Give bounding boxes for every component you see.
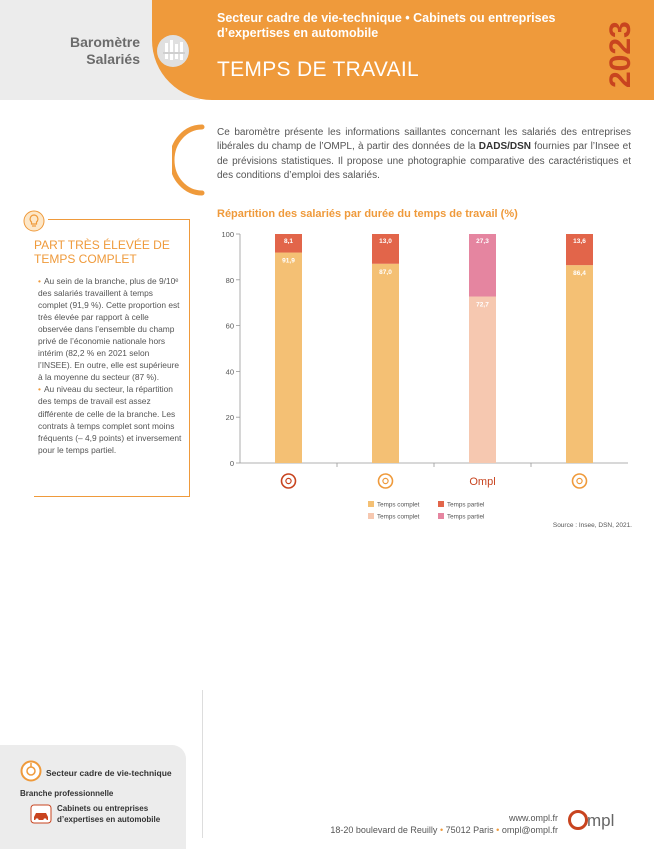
y-tick-label: 100 — [221, 230, 234, 239]
data-label: 91,9 — [282, 257, 295, 265]
y-tick-label: 0 — [229, 459, 234, 468]
legend-label: Temps complet — [377, 501, 420, 509]
data-label: 86,4 — [573, 270, 586, 278]
branch-name: Cabinets ou entreprises d’expertises en automobile — [57, 804, 161, 824]
highlight-title: PART TRÈS ÉLEVÉE DE TEMPS COMPLET — [34, 238, 170, 266]
lightbulb-icon — [23, 210, 45, 232]
highlight-text — [38, 275, 184, 456]
data-label: 13,6 — [573, 238, 586, 245]
legend-swatch — [368, 501, 374, 507]
footer-separator-2: • — [496, 825, 500, 835]
barometre-line-1: Baromètre — [69, 34, 140, 50]
data-label: 8,1 — [283, 238, 294, 245]
intro-paragraph — [217, 126, 631, 183]
highlight-border-right — [189, 219, 190, 497]
footer-separator-1: • — [439, 825, 444, 835]
sector-circle-icon — [20, 760, 42, 782]
category-icon — [379, 474, 393, 488]
data-label: 87,0 — [379, 268, 392, 276]
car-expertise-icon — [30, 803, 52, 825]
ompl-logo-text: mpl — [587, 811, 615, 830]
highlight-paragraph-1-text: Au sein de la branche, plus de 9/10ᵉ des salariés travaillent à temps complet (91,9 %). Cette proportion est très élevée par rapport à celle observée dans l’ensemble du champ privé de l’économie nationale hors intérim (82,2 % en 2021 selon l’INSEE). En outre, elle est supérieure à la moyenne du secteur (87 %). — [38, 276, 180, 383]
footer-divider — [202, 690, 203, 838]
chart-source: Source : Insee, DSN, 2021. — [552, 522, 632, 529]
highlight-paragraph-2-text: Au niveau du secteur, la répartition des temps de travail est assez différente de celle de la branche. Les contrats à temps complet sont moins fréquents (– 4,9 points) et inversement pour le temps partiel. — [38, 384, 182, 455]
category-icon — [282, 474, 296, 488]
bar-full-time — [469, 297, 496, 463]
highlight-paragraph-1 — [38, 275, 184, 383]
intro-text-bold: DADS/DSN — [478, 141, 532, 153]
sector-label: Secteur cadre de vie-technique — [46, 768, 172, 778]
y-tick-label: 20 — [225, 413, 234, 423]
intro-text-2: fournies par l’Insee et de prévisions statistiques. Il propose une photographie comparative des caractéristiques et des conditions d’emploi des salariés. — [217, 141, 632, 181]
bar-full-time — [566, 265, 593, 463]
data-label: 13,0 — [379, 238, 392, 245]
bar-full-time — [275, 253, 302, 463]
barometre-title — [28, 34, 140, 68]
y-tick-label: 60 — [225, 321, 234, 331]
intro-arc-decoration — [172, 122, 212, 198]
legend-label: Temps partiel — [447, 501, 485, 509]
highlight-border-top — [48, 219, 190, 220]
highlight-border-bottom — [34, 496, 190, 497]
legend-label: Temps partiel — [447, 513, 485, 521]
highlight-paragraph-2 — [38, 383, 184, 455]
category-icon — [573, 474, 587, 488]
legend-swatch — [368, 513, 374, 519]
branch-heading: Branche professionnelle — [20, 789, 114, 798]
footer-city: 75012 Paris — [445, 825, 494, 835]
y-tick-label: 40 — [225, 367, 234, 377]
y-tick-label: 80 — [225, 275, 234, 285]
header-year — [596, 10, 646, 90]
data-label: 72,7 — [476, 301, 489, 309]
header-sector-line-1: Secteur cadre de vie-technique • Cabinets ou entreprises — [217, 11, 556, 25]
bullet-1: • — [38, 276, 41, 286]
bullet-2: • — [38, 384, 41, 395]
data-label: 27,3 — [476, 238, 489, 245]
footer-website[interactable]: www.ompl.fr — [508, 813, 558, 823]
footer-address — [300, 825, 558, 835]
barometre-line-2: Salariés — [86, 51, 140, 67]
bar-full-time — [372, 264, 399, 463]
footer-street: 18-20 boulevard de Reuilly — [330, 825, 438, 835]
chart-title: Répartition des salariés par durée du temps de travail (%) — [217, 208, 518, 220]
header-sector-line-2: d’expertises en automobile — [217, 26, 379, 40]
header-theme-title: TEMPS DE TRAVAIL — [217, 58, 420, 81]
legend-swatch — [438, 513, 444, 519]
legend-label: Temps complet — [377, 513, 420, 521]
barometer-bars-icon — [156, 34, 190, 68]
header-year-text: 2023 — [604, 21, 637, 88]
intro-text-1: Ce baromètre présente les informations saillantes concernant les salariés des entreprises libérales du champ de l’OMPL, à partir des données de la — [217, 127, 631, 153]
ompl-logo — [566, 804, 636, 836]
header-sector-title — [217, 11, 587, 41]
stacked-bar-chart — [210, 224, 640, 534]
category-logo-label: Ompl — [469, 476, 496, 488]
legend-swatch — [438, 501, 444, 507]
footer-email[interactable]: ompl@ompl.fr — [501, 825, 558, 835]
